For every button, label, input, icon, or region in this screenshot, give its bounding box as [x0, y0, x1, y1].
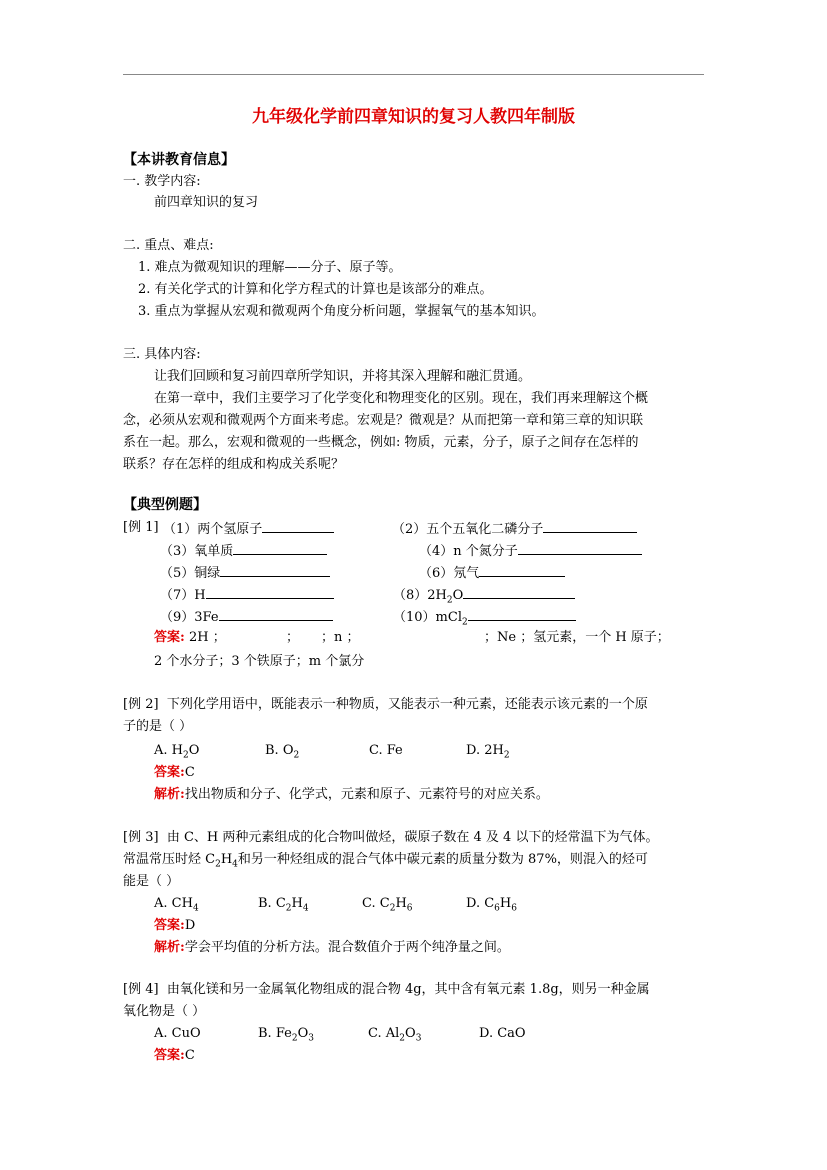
example3-option-c: C. $C_2H_6$: [362, 896, 413, 914]
example1-answer-line2: 2 个水分子；3 个铁原子；m 个氯分: [154, 654, 365, 669]
example4-option-b: B. $Fe_2O_3$: [258, 1026, 314, 1044]
section1-content: 前四章知识的复习: [154, 195, 259, 210]
example2-analysis: 解析:找出物质和分子、化学式，元素和原子、元素符号的对应关系。: [154, 787, 549, 802]
example2-question-line2: 子的是（ ）: [123, 719, 193, 734]
example1-item: （3）氧单质: [160, 540, 327, 562]
answer-blank: [220, 562, 330, 577]
answer-blank: [543, 518, 637, 533]
answer-blank: [219, 606, 333, 621]
document-title: 九年级化学前四章知识的复习人教四年制版: [252, 107, 575, 127]
section2-item: 2. 有关化学式的计算和化学方程式的计算也是该部分的难点。: [138, 282, 493, 297]
example2-option-b: B. $O_2$: [265, 743, 300, 761]
answer-blank: [262, 518, 334, 533]
example3-option-b: B. $C_2H_4$: [258, 896, 309, 914]
example2-option-d: D. $2H_2$: [466, 743, 510, 761]
example1-answer: 答案: 2H ；: [154, 630, 226, 645]
example4-question: [例 4] 由氧化镁和另一金属氧化物组成的混合物 4g，其中含有氧元素 1.8g，则另一种金属: [123, 982, 650, 997]
answer-blank: [518, 540, 642, 555]
header-rule: [123, 74, 704, 75]
section3-paragraph2-line: 联系？存在怎样的组成和构成关系呢？: [123, 457, 345, 472]
example4-option-c: C. $Al_2O_3$: [368, 1026, 422, 1044]
example3-option-a: A. $CH_4$: [154, 896, 199, 914]
example3-option-d: D. $C_6H_6$: [466, 896, 517, 914]
section1-heading: 一. 教学内容:: [123, 174, 201, 189]
info-header: 【本讲教育信息】: [123, 152, 235, 168]
example1-answer-part: ；: [286, 630, 300, 645]
example1-item: （7）H: [160, 584, 334, 606]
example3-answer: 答案:D: [154, 918, 196, 933]
section3-paragraph2-line: 念，必须从宏观和微观两个方面来考虑。宏观是？微观是？从而把第一章和第三章的知识联: [123, 413, 644, 428]
example1-item: （1）两个氢原子: [163, 518, 334, 540]
example1-item: （10）mCl$_2$: [393, 606, 576, 633]
example1-answer-part: ；n ；: [321, 630, 360, 645]
answer-blank: [468, 606, 576, 621]
example3-question-line3: 能是（ ）: [123, 874, 180, 889]
example4-question-line2: 氧化物是（ ）: [123, 1004, 206, 1019]
example2-question: [例 2] 下列化学用语中，既能表示一种物质，又能表示一种元素，还能表示该元素的一个原: [123, 697, 648, 712]
example4-option-d: D. CaO: [479, 1026, 526, 1041]
section3-paragraph1: 让我们回顾和复习前四章所学知识，并将其深入理解和融汇贯通。: [154, 369, 532, 384]
example3-question: [例 3] 由 C、H 两种元素组成的化合物叫做烃，碳原子数在 4 及 4 以下的烃常温下为气体。: [123, 830, 659, 845]
section2-item: 3. 重点为掌握从宏观和微观两个角度分析问题，掌握氧气的基本知识。: [138, 304, 545, 319]
answer-blank: [206, 584, 334, 599]
example4-option-a: A. CuO: [154, 1026, 201, 1041]
example1-item: $(8)2H_2O$: [393, 584, 575, 611]
section2-heading: 二. 重点、难点:: [123, 238, 214, 253]
example1-label: [例 1]: [123, 520, 159, 535]
section3-paragraph2-line: 在第一章中，我们主要学习了化学变化和物理变化的区别。现在，我们再来理解这个概: [154, 391, 649, 406]
example2-answer: 答案:C: [154, 765, 195, 780]
example2-option-a: A. $H_2O$: [154, 743, 200, 761]
example1-item: （2）五个五氧化二磷分子: [392, 518, 637, 540]
example1-item: （9）3Fe: [160, 606, 333, 628]
section2-item: 1. 难点为微观知识的理解——分子、原子等。: [138, 260, 402, 275]
example1-answer-part: ；Ne ；氢元素，一个 H 原子；: [484, 630, 670, 645]
answer-blank: [479, 562, 565, 577]
section3-heading: 三. 具体内容:: [123, 347, 201, 362]
section3-paragraph2-line: 系在一起。那么，宏观和微观的一些概念，例如: 物质，元素，分子，原子之间存在怎样的: [123, 435, 639, 450]
example3-question-line2: 常温常压时烃 $C_2H_4$和另一种烃组成的混合气体中碳元素的质量分数为 87%，则混入的烃可: [123, 852, 648, 870]
answer-blank: [463, 584, 575, 599]
example4-answer: 答案:C: [154, 1048, 195, 1063]
examples-header: 【典型例题】: [123, 497, 207, 513]
answer-blank: [233, 540, 327, 555]
example2-option-c: C. Fe: [369, 743, 403, 758]
example1-item: （6）氖气: [419, 562, 565, 584]
example1-item: （5）铜绿: [160, 562, 330, 584]
example1-item: （4）n 个氮分子: [419, 540, 642, 562]
example3-analysis: 解析:学会平均值的分析方法。混合数值介于两个纯净量之间。: [154, 940, 510, 955]
